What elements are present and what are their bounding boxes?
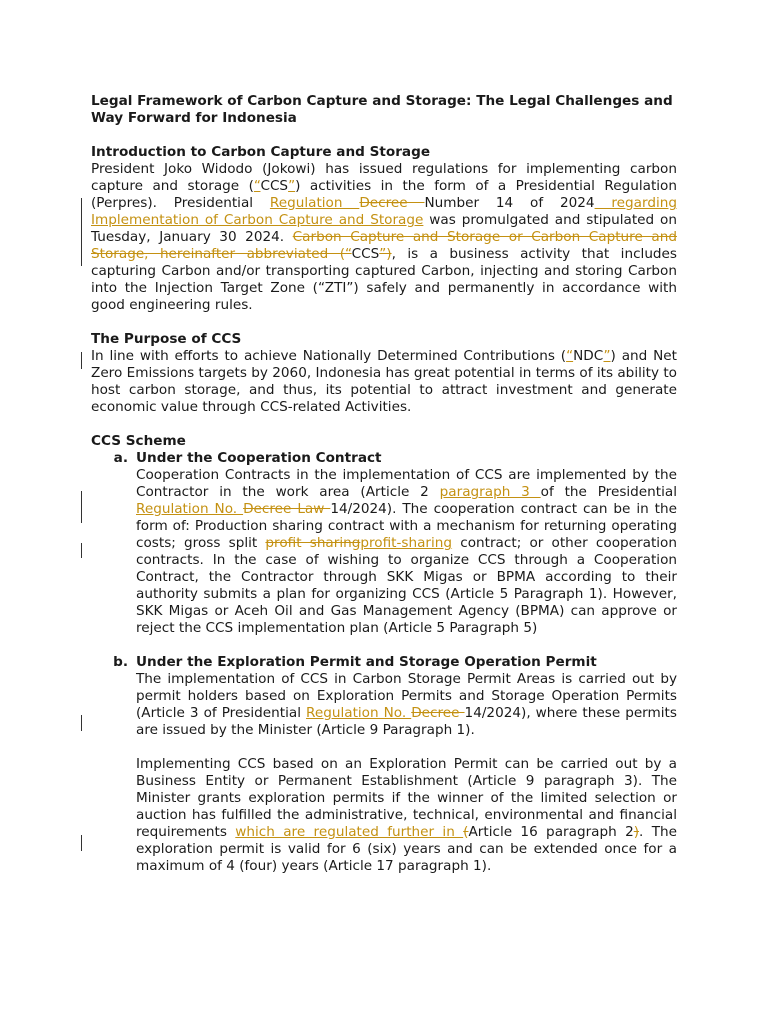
inserted-text: “ [566, 348, 574, 364]
inserted-text: Regulation [269, 195, 360, 211]
deleted-text: Decree [411, 705, 465, 721]
heading-ccs-scheme: CCS Scheme [91, 433, 186, 449]
change-bar [81, 835, 82, 851]
deleted-text: Carbon Capture and Storage or Carbon Capture and Storage, hereinafter abbreviated (“ [91, 229, 677, 262]
list-marker: a. [113, 450, 128, 466]
change-bar [81, 491, 82, 523]
heading-introduction: Introduction to Carbon Capture and Storage [91, 144, 431, 160]
deleted-text: ) [633, 824, 640, 840]
deleted-text: Decree [359, 195, 425, 211]
subsection-a-header [91, 450, 677, 467]
change-bar [81, 352, 82, 369]
deleted-text: Decree Law [243, 501, 331, 517]
paragraph-purpose: In line with efforts to achieve Nationally Determined Contributions (“NDC”) and Net Zero Emissions targets by 2060, Indonesia has great potential in terms of its ability to host carbon storage, and thus, its potential to attract investment and generate economic value through CCS-related Activities. [91, 348, 677, 415]
paragraph-introduction: President Joko Widodo (Jokowi) has issued regulations for implementing carbon capture and storage (“CCS”) activities in the form of a Presidential Regulation (Perpres). Presidential Regulation Decree Number 14 of 2024 regarding Implementation of Carbon Capture and Storage was promulgated and stipulated on Tuesday, January 30 2024. Carbon Capture and Storage or Carbon Capture and Storage, hereinafter abbreviated (“CCS”), is a business activity that includes capturing Carbon and/or transporting captured Carbon, injecting and storing Carbon into the Injection Target Zone (“ZTI”) safely and permanently in accordance with good engineering rules. [91, 161, 678, 313]
inserted-text: Regulation No. [136, 501, 244, 517]
heading-purpose: The Purpose of CCS [91, 331, 242, 347]
paragraph-cooperation-contract: Cooperation Contracts in the implementation of CCS are implemented by the Contractor in the work area (Article 2 paragraph 3 of the Presidential Regulation No. Decree Law 14/2024). The cooperation contract can be in the form of: Production sharing contract with a mechanism for returning operating costs; gross split profit sharingprofit-sharing contract; or other cooperation contracts. In the case of wishing to organize CCS through a Cooperation Contract, the Contractor through SKK Migas or BPMA according to their authority submits a plan for organizing CCS (Article 5 Paragraph 1). However, SKK Migas or Aceh Oil and Gas Management Agency (BPMA) can approve or reject the CCS implementation plan (Article 5 Paragraph 5) [136, 467, 677, 636]
paragraph-exploration-permit: The implementation of CCS in Carbon Storage Permit Areas is carried out by permit holders based on Exploration Permits and Storage Operation Permits (Article 3 of Presidential Regulation No. Decree 14/2024), where these permits are issued by the Minister (Article 9 Paragraph 1). [136, 671, 677, 738]
deleted-text: ( [463, 824, 469, 840]
inserted-text: which are regulated further in [235, 824, 464, 840]
inserted-text: ” [288, 178, 296, 194]
list-marker: b. [113, 654, 128, 670]
deleted-text: profit sharing [265, 535, 361, 551]
deleted-text: ”) [379, 246, 392, 262]
change-bar [81, 198, 82, 266]
subsection-b-title: Under the Exploration Permit and Storage Operation Permit [136, 654, 597, 670]
inserted-text: profit-sharing [360, 535, 453, 551]
subsection-a-title: Under the Cooperation Contract [136, 450, 382, 466]
document-page [91, 93, 677, 875]
inserted-text: ” [603, 348, 611, 364]
inserted-text: Regulation No. [306, 705, 412, 721]
inserted-text: “ [253, 178, 261, 194]
inserted-text: regarding Implementation of Carbon Capture and Storage [91, 195, 677, 228]
change-bar [81, 715, 82, 731]
paragraph-exploration-permit-details: Implementing CCS based on an Exploration Permit can be carried out by a Business Entity or Permanent Establishment (Article 9 paragraph 3). The Minister grants exploration permits if the winner of the limited selection or auction has fulfilled the administrative, technical, environmental and financial requirements which are regulated further in (Article 16 paragraph 2). The exploration permit is valid for 6 (six) years and can be extended once for a maximum of 4 (four) years (Article 17 paragraph 1). [136, 756, 677, 874]
inserted-text: paragraph 3 [439, 484, 541, 500]
change-bar [81, 543, 82, 558]
subsection-b-header [91, 654, 677, 671]
document-title: Legal Framework of Carbon Capture and Storage: The Legal Challenges and Way Forward for Indonesia [91, 93, 673, 126]
